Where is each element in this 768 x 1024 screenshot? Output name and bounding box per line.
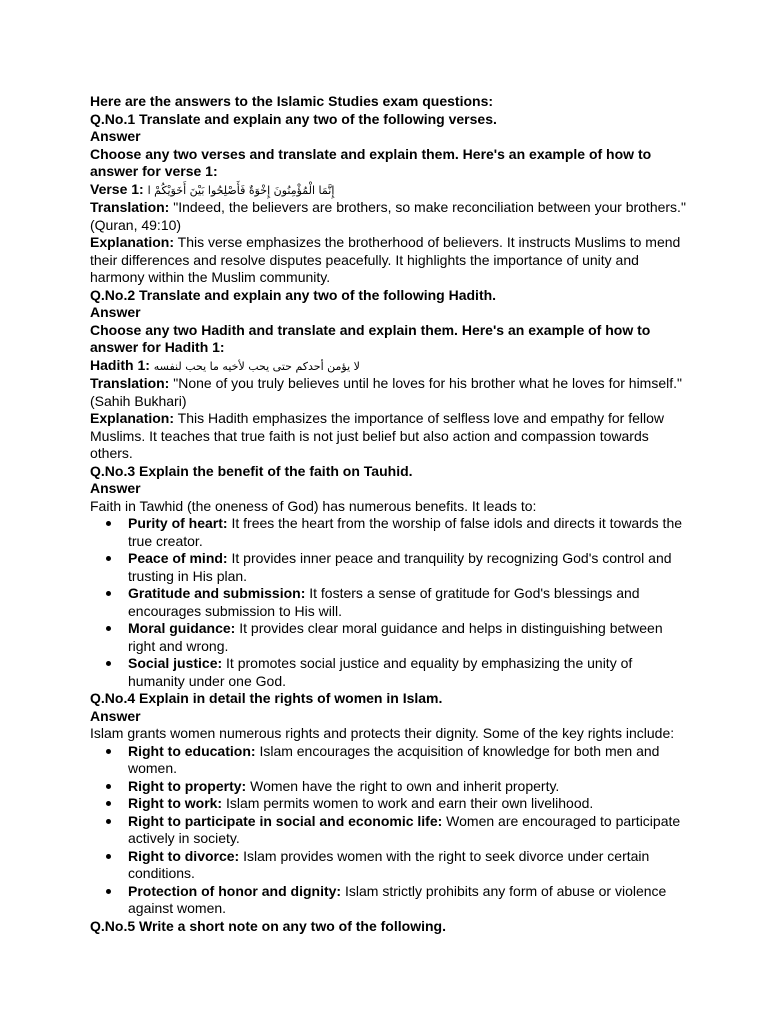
q4-lead: Islam grants women numerous rights and protects their dignity. Some of the key rights include:	[90, 725, 675, 741]
translation-text: "None of you truly believes until he loves for his brother what he loves for himself." (Sahih Bukhari)	[90, 375, 682, 409]
list-item	[128, 550, 690, 585]
verse-label: Verse 1:	[90, 180, 144, 197]
list-item	[128, 795, 690, 813]
list-item-label: Purity of heart:	[128, 515, 228, 531]
q5-question: Q.No.5 Write a short note on any two of the following.	[90, 917, 446, 934]
q2-instruction: Choose any two Hadith and translate and explain them. Here's an example of how to answer for Hadith 1:	[90, 321, 651, 355]
list-item	[128, 515, 690, 550]
list-item	[128, 620, 690, 655]
verse-arabic-text: إِنَّمَا الْمُؤْمِنُونَ إِخْوَةٌ فَأَصْلِحُوا بَيْنَ أَخَوَيْكُمْ ا	[147, 183, 335, 197]
q4-rights-list	[90, 743, 690, 918]
list-item-text: Islam strictly prohibits any form of abuse or violence against women.	[128, 882, 667, 916]
q1-explanation	[90, 234, 690, 287]
list-item-label: Right to participate in social and economic life:	[128, 812, 443, 829]
list-item-text: It frees the heart from the worship of false idols and directs it towards the true creator.	[128, 515, 683, 549]
explanation-text: This verse emphasizes the brotherhood of believers. It instructs Muslims to mend their differences and resolve disputes peacefully. It highlights the importance of unity and harmony within the Muslim community.	[90, 234, 681, 285]
list-item-label: Right to education:	[128, 742, 256, 759]
list-item-label: Right to property:	[128, 777, 247, 794]
hadith-arabic-text: لا يؤمن أحدكم حتى يحب لأخيه ما يحب لنفسه	[153, 359, 360, 373]
list-item-text: Islam provides women with the right to seek divorce under certain conditions.	[128, 847, 650, 881]
list-item-label: Social justice:	[128, 655, 223, 671]
list-item-text: Islam encourages the acquisition of knowledge for both men and women.	[128, 742, 660, 776]
list-item-text: Islam permits women to work and earn their own livelihood.	[226, 795, 594, 811]
explanation-label: Explanation:	[90, 410, 175, 426]
list-item-text: It promotes social justice and equality by emphasizing the unity of humanity under one God.	[128, 655, 633, 689]
document-body	[90, 93, 690, 935]
list-item	[128, 813, 690, 848]
q1-translation	[90, 199, 690, 234]
list-item-label: Right to divorce:	[128, 847, 240, 864]
list-item	[128, 883, 690, 918]
q1-instruction: Choose any two verses and translate and explain them. Here's an example of how to answer for verse 1:	[90, 145, 652, 179]
q1-question: Q.No.1 Translate and explain any two of the following verses.	[90, 110, 497, 127]
q3-benefits-list	[90, 515, 690, 690]
list-item-label: Peace of mind:	[128, 550, 228, 566]
list-item-label: Right to work:	[128, 795, 223, 811]
list-item	[128, 655, 690, 690]
list-item-label: Gratitude and submission:	[128, 585, 306, 601]
list-item-text: It provides clear moral guidance and helps in distinguishing between right and wrong.	[128, 620, 663, 654]
q1-answer-label: Answer	[90, 128, 141, 144]
list-item	[128, 585, 690, 620]
list-item-text: Women have the right to own and inherit property.	[250, 777, 560, 794]
q3-question: Q.No.3 Explain the benefit of the faith on Tauhid.	[90, 462, 413, 479]
explanation-label: Explanation:	[90, 234, 175, 250]
list-item-label: Protection of honor and dignity:	[128, 882, 342, 899]
q4-question: Q.No.4 Explain in detail the rights of women in Islam.	[90, 690, 443, 706]
list-item-text: It fosters a sense of gratitude for God's blessings and encourages submission to His will.	[128, 585, 640, 619]
list-item	[128, 848, 690, 883]
q3-answer-label: Answer	[90, 480, 141, 496]
list-item	[128, 778, 690, 796]
explanation-text: This Hadith emphasizes the importance of selfless love and empathy for fellow Muslims. It teaches that true faith is not just belief but also action and compassion towards others.	[90, 410, 665, 461]
q3-lead: Faith in Tawhid (the oneness of God) has numerous benefits. It leads to:	[90, 497, 537, 514]
list-item-text: Women are encouraged to participate actively in society.	[128, 812, 681, 846]
q2-hadith-line	[90, 357, 690, 376]
hadith-label: Hadith 1:	[90, 356, 150, 373]
q2-answer-label: Answer	[90, 304, 141, 320]
list-item-text: It provides inner peace and tranquility by recognizing God's control and trusting in His plan.	[128, 550, 672, 584]
list-item-label: Moral guidance:	[128, 620, 236, 636]
intro-heading: Here are the answers to the Islamic Studies exam questions:	[90, 93, 494, 109]
list-item	[128, 743, 690, 778]
translation-label: Translation:	[90, 375, 170, 391]
q2-question: Q.No.2 Translate and explain any two of the following Hadith.	[90, 286, 497, 303]
q2-explanation	[90, 410, 690, 463]
translation-label: Translation:	[90, 199, 170, 215]
q4-answer-label: Answer	[90, 707, 141, 724]
translation-text: "Indeed, the believers are brothers, so make reconciliation between your brothers." (Quran, 49:10)	[90, 199, 686, 233]
q1-verse-line	[90, 181, 690, 200]
q2-translation	[90, 375, 690, 410]
